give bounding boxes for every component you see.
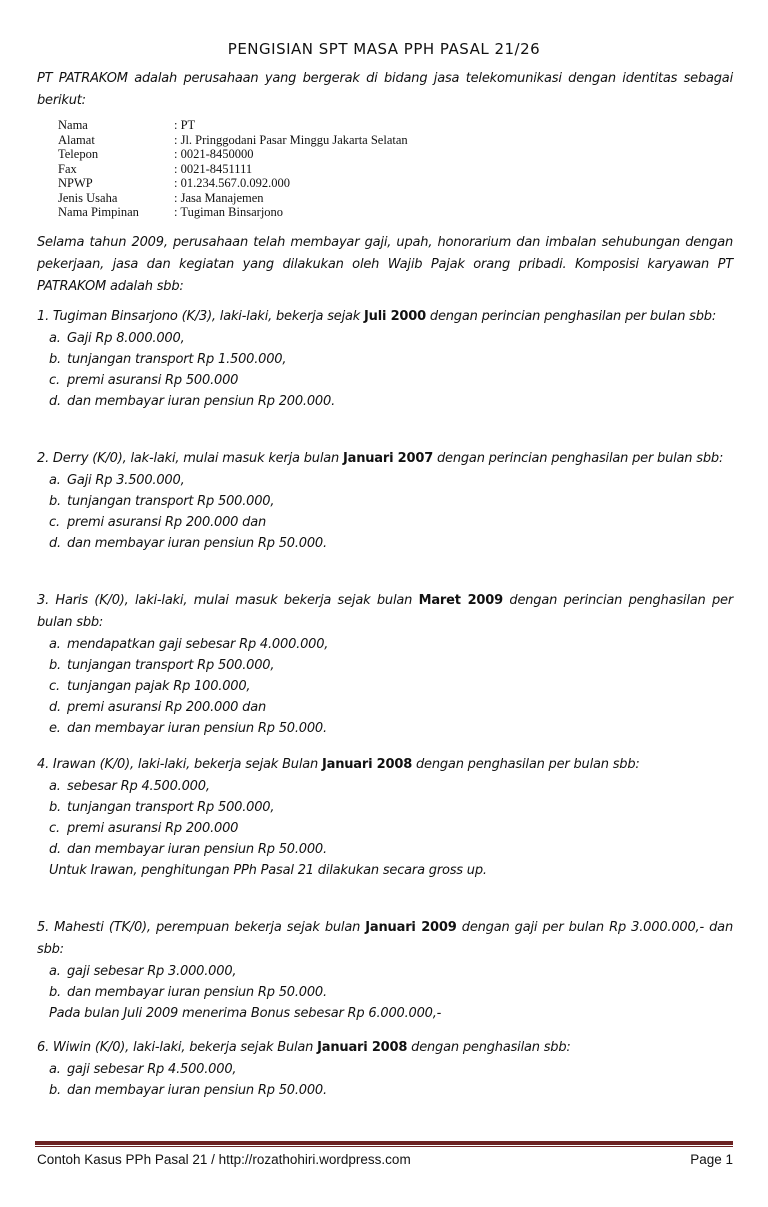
income-item: a. Gaji Rp 8.000.000,: [49, 331, 185, 346]
income-item: b. tunjangan transport Rp 500.000,: [49, 494, 275, 509]
footer-source: Contoh Kasus PPh Pasal 21 / http://rozathohiri.wordpress.com: [37, 1152, 411, 1167]
employee-heading: [37, 448, 733, 470]
employee-heading: [37, 754, 733, 776]
identity-value: : 0021-8451111: [174, 161, 253, 176]
identity-row: [58, 205, 408, 220]
identity-label: NPWP: [58, 176, 93, 190]
heading-text: 3. Haris (K/0), laki-laki, mulai masuk bekerja sejak bulan: [37, 593, 419, 608]
income-list: [37, 328, 733, 412]
start-date: Juli 2000: [364, 309, 426, 324]
income-item: b. dan membayar iuran pensiun Rp 50.000.: [49, 985, 327, 1000]
employee-note: Untuk Irawan, penghitungan PPh Pasal 21 dilakukan secara gross up.: [49, 863, 487, 878]
page-number: Page 1: [690, 1152, 733, 1167]
income-item: a. gaji sebesar Rp 4.500.000,: [49, 1062, 237, 1077]
start-date: Januari 2009: [365, 920, 457, 935]
employee-entry: [37, 754, 733, 881]
identity-value: : PT: [174, 118, 196, 132]
income-list: [37, 634, 733, 739]
start-date: Januari 2007: [342, 451, 434, 466]
identity-row: [58, 162, 408, 177]
heading-text: dengan penghasilan sbb:: [407, 1040, 571, 1055]
heading-text: dengan perincian penghasilan per bulan sbb:: [425, 309, 717, 324]
income-item: c. premi asuransi Rp 200.000: [49, 821, 239, 836]
heading-text: 6. Wiwin (K/0), laki-laki, bekerja sejak Bulan: [37, 1040, 318, 1055]
employee-entry: [37, 917, 733, 1024]
income-list: [37, 470, 733, 554]
employee-entry: [37, 590, 733, 739]
income-item: d. dan membayar iuran pensiun Rp 50.000.: [49, 842, 327, 857]
income-item: a. gaji sebesar Rp 3.000.000,: [49, 964, 237, 979]
identity-row: [58, 191, 408, 206]
income-item: e. dan membayar iuran pensiun Rp 50.000.: [49, 721, 327, 736]
income-item: b. tunjangan transport Rp 500.000,: [49, 658, 275, 673]
employee-heading: [37, 306, 733, 328]
heading-text: dengan perincian penghasilan per bulan sbb:: [433, 451, 724, 466]
income-item: a. mendapatkan gaji sebesar Rp 4.000.000,: [49, 637, 329, 652]
identity-row: [58, 147, 408, 162]
income-list: [37, 961, 733, 1003]
income-item: b. dan membayar iuran pensiun Rp 50.000.: [49, 1083, 327, 1098]
heading-text: dengan penghasilan per bulan sbb:: [412, 757, 640, 772]
income-item: a. sebesar Rp 4.500.000,: [49, 779, 210, 794]
summary-paragraph: Selama tahun 2009, perusahaan telah membayar gaji, upah, honorarium dan imbalan sehubungan dengan pekerjaan, jasa dan kegiatan yang dilakukan oleh Wajib Pajak orang pribadi. Komposisi karyawan PT PATRAKOM adalah sbb:: [37, 235, 733, 294]
employee-note: Pada bulan Juli 2009 menerima Bonus sebesar Rp 6.000.000,-: [49, 1006, 442, 1021]
heading-text: 2. Derry (K/0), lak-laki, mulai masuk kerja bulan: [37, 451, 343, 466]
start-date: Januari 2008: [321, 757, 413, 772]
identity-row: [58, 133, 408, 148]
income-item: d. premi asuransi Rp 200.000 dan: [49, 700, 267, 715]
heading-text: 5. Mahesti (TK/0), perempuan bekerja sejak bulan: [37, 920, 366, 935]
employee-entry: [37, 306, 733, 412]
identity-label: Nama: [58, 118, 88, 132]
income-item: c. premi asuransi Rp 500.000: [49, 373, 239, 388]
identity-value: : Jasa Manajemen: [174, 190, 264, 205]
identity-row: [58, 118, 408, 133]
income-item: b. tunjangan transport Rp 1.500.000,: [49, 352, 287, 367]
income-list: [37, 776, 733, 860]
income-item: d. dan membayar iuran pensiun Rp 50.000.: [49, 536, 327, 551]
identity-value: : 01.234.567.0.092.000: [174, 176, 290, 190]
heading-text: 4. Irawan (K/0), laki-laki, bekerja sejak Bulan: [37, 757, 322, 772]
income-item: a. Gaji Rp 3.500.000,: [49, 473, 185, 488]
income-item: c. premi asuransi Rp 200.000 dan: [49, 515, 267, 530]
identity-row: [58, 176, 408, 191]
employee-heading: [37, 917, 733, 961]
heading-text: dengan gaji per bulan Rp 3.000.000,- dan sbb:: [37, 920, 733, 957]
intro-paragraph: PT PATRAKOM adalah perusahaan yang bergerak di bidang jasa telekomunikasi dengan identitas sebagai berikut:: [37, 71, 733, 108]
footer-divider: [35, 1141, 733, 1145]
heading-text: 1. Tugiman Binsarjono (K/3), laki-laki, bekerja sejak: [37, 309, 365, 324]
heading-text: dengan perincian penghasilan per bulan sbb:: [37, 593, 733, 630]
page-title: PENGISIAN SPT MASA PPH PASAL 21/26: [227, 40, 541, 58]
start-date: Januari 2008: [317, 1040, 408, 1055]
employee-entry: [37, 1037, 733, 1101]
employee-entry: [37, 448, 733, 554]
identity-label: Telepon: [58, 147, 99, 161]
income-item: d. dan membayar iuran pensiun Rp 200.000.: [49, 394, 335, 409]
identity-label: Alamat: [58, 132, 95, 147]
income-item: b. tunjangan transport Rp 500.000,: [49, 800, 275, 815]
identity-label: Fax: [58, 161, 77, 176]
identity-value: : Tugiman Binsarjono: [174, 205, 284, 219]
identity-value: : 0021-8450000: [174, 147, 254, 161]
employee-heading: [37, 590, 733, 634]
footer-divider-thin: [35, 1146, 733, 1147]
start-date: Maret 2009: [418, 593, 503, 608]
income-list: [37, 1059, 733, 1101]
identity-label: Nama Pimpinan: [58, 205, 139, 219]
employee-heading: [37, 1037, 733, 1059]
company-identity-table: [58, 118, 408, 220]
identity-value: : Jl. Pringgodani Pasar Minggu Jakarta Selatan: [174, 132, 408, 147]
identity-label: Jenis Usaha: [58, 190, 118, 205]
income-item: c. tunjangan pajak Rp 100.000,: [49, 679, 251, 694]
